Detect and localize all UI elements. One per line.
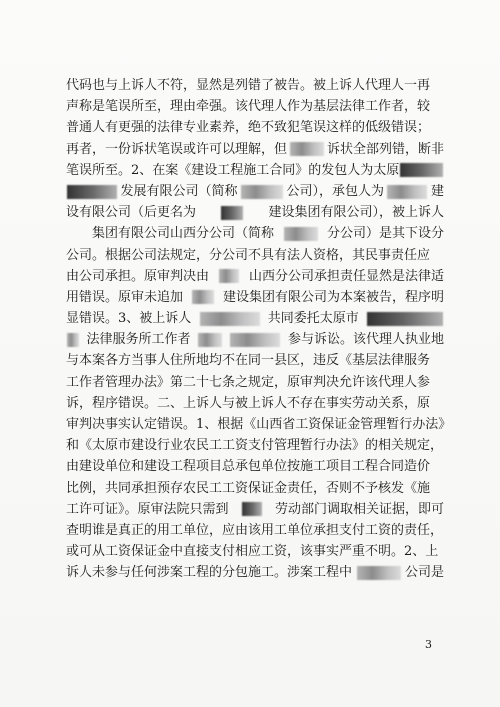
text-segment: 集团有限公司山西分公司（简称	[92, 226, 275, 242]
text-segment: 比例，共同承担预存农民工工资保证金责任，否则不予核发《施	[66, 480, 431, 496]
text-segment: 用错误。原审未追加	[66, 289, 184, 305]
text-segment: 法律服务所工作者	[86, 332, 191, 348]
text-segment: 审判决事实认定错误。1、根据《山西省工资保证金管理暂行办法》	[66, 417, 452, 432]
text-line	[66, 223, 444, 244]
redaction-block	[192, 290, 214, 304]
text-segment: 或可从工资保证金中直接支付相应工资，该事实严重不明。2、上	[66, 544, 439, 560]
text-segment: 发展有限公司（简称	[120, 183, 238, 199]
redaction-block	[400, 163, 443, 177]
text-segment: 笔误所至。2、在案《建设工程施工合同》的发包人为太原	[66, 162, 400, 178]
text-line	[66, 245, 444, 266]
redaction-block	[387, 185, 427, 199]
text-segment: 建设集团有限公司），被上诉人	[268, 205, 444, 221]
text-segment: 诉，程序错误。二、上诉人与被上诉人不存在事实劳动关系，原	[66, 395, 431, 411]
text-line	[66, 414, 452, 435]
text-segment: 声称是笔误所至，理由牵强。该代理人作为基层法律工作者，较	[66, 99, 431, 115]
redaction-block	[242, 502, 262, 516]
text-segment: 由建设单位和建设工程项目总承包单位按施工项目工程合同造价	[66, 459, 431, 475]
text-segment: 显错误。3、被上诉人	[66, 311, 192, 327]
text-segment: 再者，一份诉状笔误或许可以理解，但	[66, 141, 288, 157]
text-line	[66, 308, 444, 329]
redaction-block	[221, 206, 243, 220]
text-line	[66, 202, 444, 223]
redaction-block	[200, 312, 260, 326]
text-segment: 山西分公司承担责任显然是法律适	[248, 268, 444, 284]
text-line	[66, 181, 444, 202]
redaction-block	[219, 269, 239, 283]
text-segment: 公司是	[404, 565, 444, 581]
redaction-block	[284, 227, 318, 241]
text-segment: 设有限公司（后更名为	[66, 205, 197, 221]
text-line	[66, 350, 444, 371]
text-segment: 分公司）是其下设分	[326, 226, 444, 242]
redaction-block	[357, 566, 401, 580]
text-line	[66, 541, 444, 562]
text-segment: 共同委托太原市	[267, 311, 359, 327]
text-line	[66, 520, 444, 541]
redaction-block	[67, 185, 117, 199]
text-line	[66, 96, 444, 117]
text-segment: 和《太原市建设行业农民工工资支付管理暂行办法》的相关规定，	[66, 438, 444, 454]
text-segment: 工许可证》。原审法院只需到	[66, 501, 229, 517]
text-segment: 公司。根据公司法规定，分公司不具有法人资格，其民事责任应	[66, 247, 431, 263]
text-line	[66, 562, 444, 583]
text-segment: 劳动部门调取相关证据，即可	[274, 501, 444, 517]
text-line	[66, 75, 444, 96]
redaction-block	[241, 185, 283, 199]
body-text	[66, 75, 452, 584]
text-line	[66, 456, 444, 477]
page-number: 3	[425, 638, 432, 651]
text-segment: 工作者管理办法》第二十七条之规定，原审判决允许该代理人参	[66, 374, 431, 390]
text-line	[66, 160, 444, 181]
text-line	[66, 287, 444, 308]
text-line	[66, 478, 444, 499]
text-line	[66, 435, 444, 456]
text-segment: 代码也与上诉人不符，显然是列错了被告。被上诉人代理人一再	[66, 78, 431, 93]
text-line	[66, 329, 444, 350]
redaction-block	[230, 333, 280, 347]
text-line	[66, 499, 444, 520]
redaction-block	[198, 333, 222, 347]
redaction-block	[367, 312, 443, 326]
text-segment: 查明谁是真正的用工单位，应由该用工单位承担支付工资的责任，	[66, 522, 444, 538]
redaction-block	[290, 142, 324, 156]
text-segment: 与本案各方当事人住所地均不在同一县区，违反《基层法律服务	[66, 353, 431, 369]
text-line	[66, 117, 444, 138]
text-segment: 公司），承包人为	[286, 183, 384, 199]
redaction-block	[67, 333, 79, 347]
text-segment: 普通人有更强的法律专业素养，绝不致犯笔误这样的低级错误；	[66, 120, 431, 136]
text-segment: 诉人未参与任何涉案工程的分包施工。涉案工程中	[66, 565, 353, 581]
text-segment: 建	[430, 183, 444, 199]
text-line	[66, 393, 444, 414]
text-line	[66, 139, 444, 160]
text-segment: 由公司承担。原审判决由	[66, 268, 210, 284]
text-line	[66, 372, 444, 393]
text-segment: 建设集团有限公司为本案被告，程序明	[222, 289, 444, 305]
text-segment: 诉状全部列错，断非	[326, 141, 444, 157]
text-segment: 参与诉讼。该代理人执业地	[287, 332, 444, 348]
text-line	[66, 266, 444, 287]
